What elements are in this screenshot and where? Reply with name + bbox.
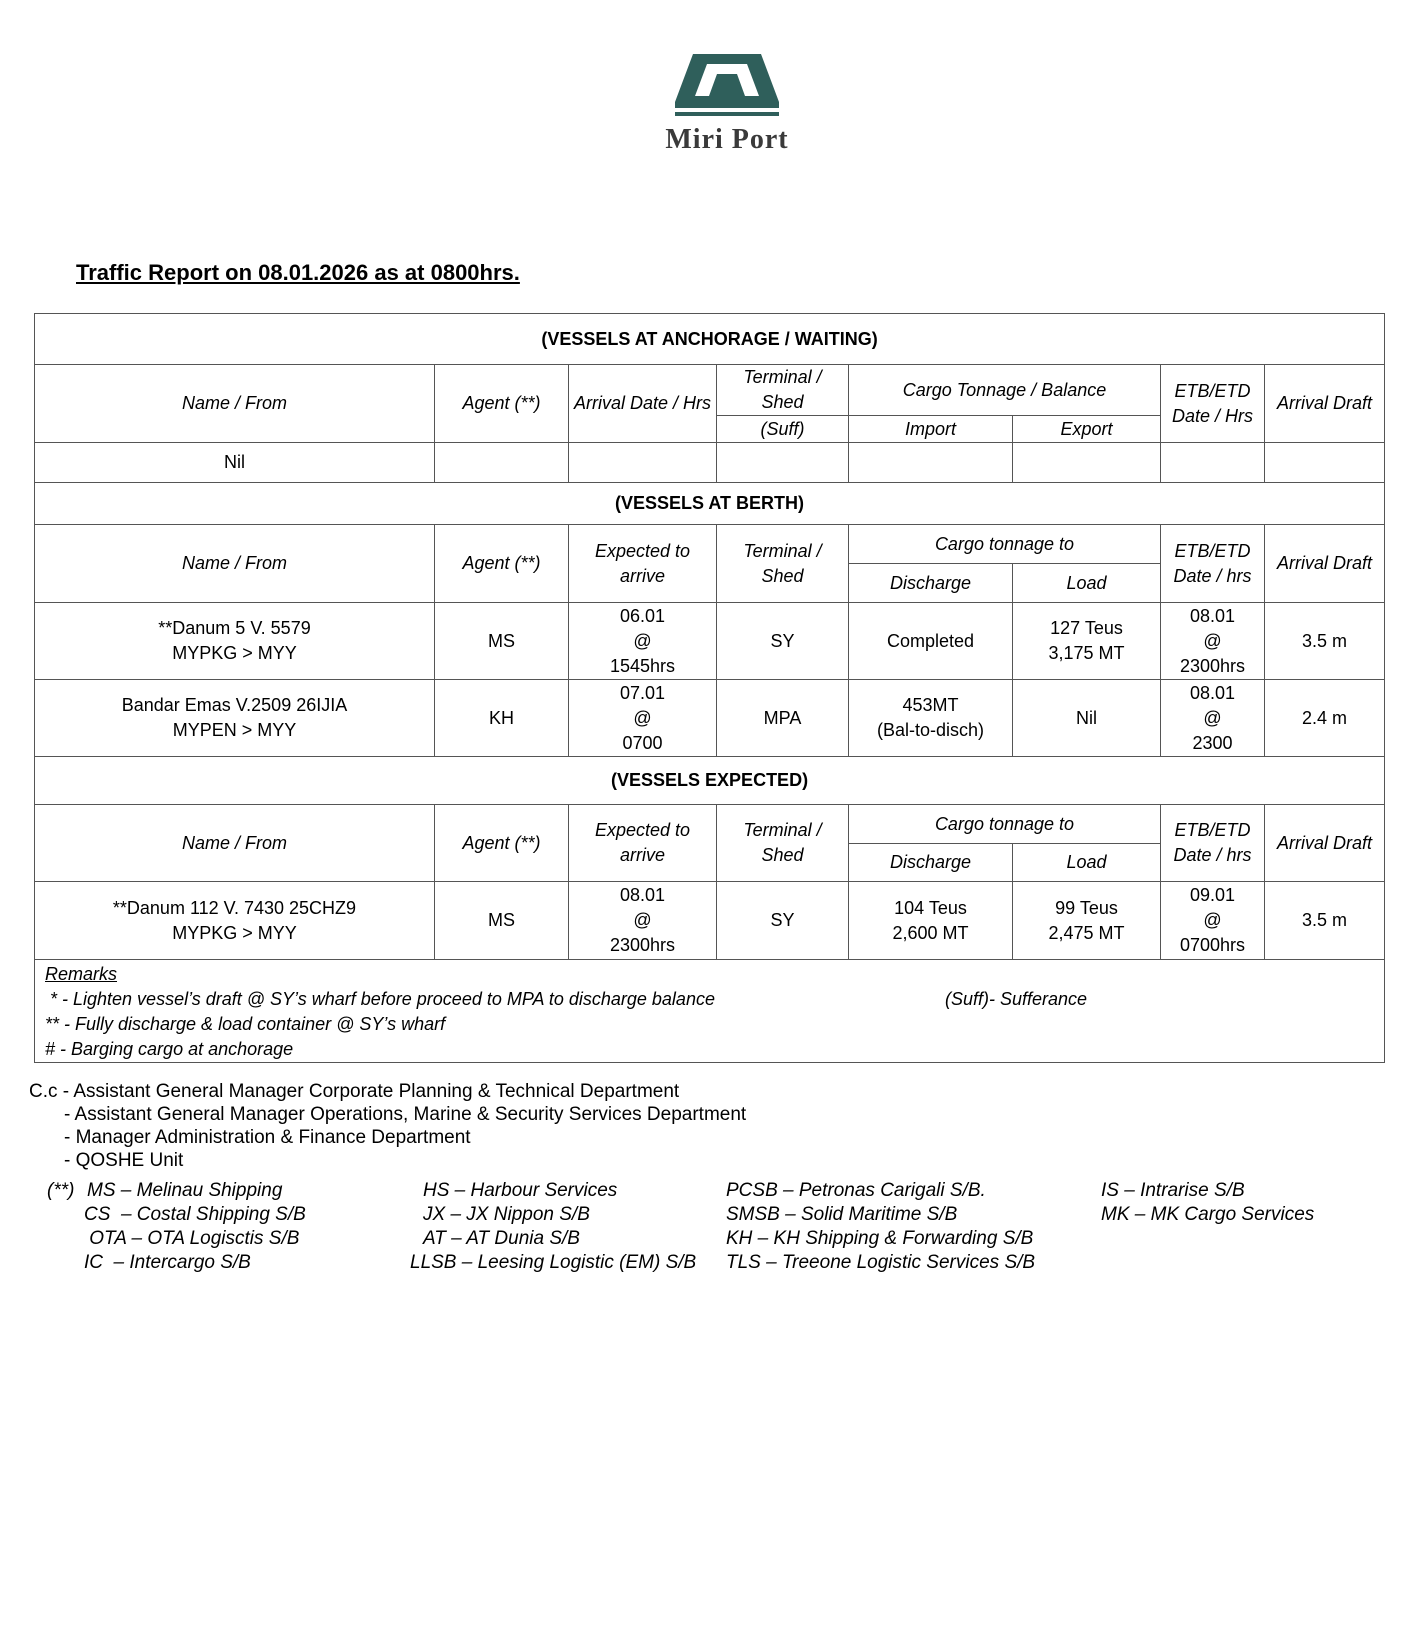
miri-port-logo-text: Miri Port [665,124,789,155]
anchorage-header-name-from: Name / From [35,365,435,443]
berth-row-2-discharge-l1: 453MT [902,695,959,715]
agent-mk: MK – MK Cargo Services [1101,1204,1315,1225]
expected-row-1-exp-l1: 08.01 [619,885,666,905]
berth-header-terminal: Terminal / Shed [717,525,849,603]
expected-row-1-name [35,882,435,960]
anchorage-header-arrival: Arrival Date / Hrs [569,365,717,443]
berth-row-2-name-line1: Bandar Emas V.2509 26IJIA [121,695,348,715]
table-row [35,443,1385,483]
berth-row-2-terminal: MPA [717,680,849,757]
expected-header-discharge: Discharge [849,844,1013,882]
berth-row-2-discharge-l2: (Bal-to-disch) [876,720,985,740]
agent-pcsb: PCSB – Petronas Carigali S/B. [726,1180,986,1201]
agent-hs: HS – Harbour Services [423,1180,618,1201]
agent-jx: JX – JX Nippon S/B [423,1204,590,1225]
berth-row-1-load-l2: 3,175 MT [1048,643,1125,663]
berth-header-discharge: Discharge [849,564,1013,603]
berth-row-2-draft: 2.4 m [1265,680,1385,757]
cc-line-1: C.c - Assistant General Manager Corporate Planning & Technical Department [29,1081,680,1102]
berth-row-1-exp-l3: 1545hrs [609,655,676,676]
berth-row-1-expected [569,603,717,680]
berth-row-2-load-l1: Nil [1076,707,1097,728]
berth-row-1-name-line2: MYPKG > MYY [172,643,297,663]
berth-row-1-etb-l1: 08.01 [1189,605,1236,626]
agents-prefix: (**) [47,1180,75,1201]
remarks-title: Remarks [45,964,118,984]
cc-line-4: - QOSHE Unit [64,1150,184,1171]
berth-row-2-exp-l3: 0700 [622,732,663,753]
agent-ms: MS – Melinau Shipping [87,1180,283,1201]
berth-row-2-etb-l1: 08.01 [1189,682,1236,703]
expected-header-etb: ETB/ETD Date / hrs [1161,805,1265,882]
cc-list [29,1080,746,1172]
berth-row-1-etb [1161,603,1265,680]
agent-ota: OTA – OTA Logisctis S/B [84,1228,300,1249]
berth-section-title: (VESSELS AT BERTH) [35,483,1385,525]
berth-row-1-etb-l2: @ [1203,630,1222,651]
anchorage-row-import [849,443,1013,483]
expected-row-1-etb-l1: 09.01 [1189,885,1236,905]
berth-row-1-terminal: SY [717,603,849,680]
cc-line-2: - Assistant General Manager Operations, Marine & Security Services Department [64,1104,747,1125]
remarks [35,960,1385,1063]
anchorage-section-title: (VESSELS AT ANCHORAGE / WAITING) [35,314,1385,365]
expected-row-1-load [1013,882,1161,960]
expected-header-load: Load [1013,844,1161,882]
berth-header-expected: Expected to arrive [569,525,717,603]
berth-row-2-name-line2: MYPEN > MYY [172,720,297,740]
berth-row-1-draft: 3.5 m [1265,603,1385,680]
expected-header-terminal: Terminal / Shed [717,805,849,882]
anchorage-header-suff: (Suff) [717,416,849,443]
berth-row-2-load [1013,680,1161,757]
expected-row-1-name-line1: **Danum 112 V. 7430 25CHZ9 [112,897,357,918]
remarks-line-3: # - Barging cargo at anchorage [45,1039,294,1059]
berth-row-2-exp-l2: @ [633,707,652,728]
agent-kh: KH – KH Shipping & Forwarding S/B [726,1228,1034,1249]
miri-port-logo-icon [671,52,783,122]
expected-row-1-expected [569,882,717,960]
berth-row-1-name [35,603,435,680]
anchorage-row-terminal [717,443,849,483]
agent-is: IS – Intrarise S/B [1101,1180,1245,1201]
agents-legend [0,1180,1425,1290]
expected-row-1-exp-l3: 2300hrs [609,935,676,955]
berth-row-2-discharge [849,680,1013,757]
expected-row-1-load-l1: 99 Teus [1055,897,1118,918]
expected-header-agent: Agent (**) [435,805,569,882]
agent-smsb: SMSB – Solid Maritime S/B [726,1204,958,1225]
expected-row-1-name-line2: MYPKG > MYY [172,922,297,943]
agent-tls: TLS – Treeone Logistic Services S/B [726,1252,1036,1273]
expected-row-1-exp-l2: @ [633,910,652,930]
cc-line-3: - Manager Administration & Finance Department [64,1127,471,1148]
expected-header-expected: Expected to arrive [569,805,717,882]
expected-header-name-from: Name / From [35,805,435,882]
expected-row-1-discharge [849,882,1013,960]
expected-row-1-load-l2: 2,475 MT [1048,922,1125,943]
table-row [35,680,1385,757]
report-title: Traffic Report on 08.01.2026 as at 0800hrs. [76,260,520,285]
berth-header-cargo: Cargo tonnage to [849,525,1161,564]
berth-row-1-agent: MS [435,603,569,680]
expected-row-1-etb-l2: @ [1203,910,1222,930]
berth-header-draft: Arrival Draft [1265,525,1385,603]
anchorage-header-export: Export [1013,416,1161,443]
expected-header-draft: Arrival Draft [1265,805,1385,882]
anchorage-header-import: Import [849,416,1013,443]
berth-row-2-name [35,680,435,757]
agent-at: AT – AT Dunia S/B [423,1228,580,1249]
expected-section-title: (VESSELS EXPECTED) [35,757,1385,805]
remarks-line-1 [45,987,1374,1012]
berth-row-2-exp-l1: 07.01 [619,682,666,703]
agent-llsb: LLSB – Leesing Logistic (EM) S/B [410,1252,697,1273]
berth-row-2-etb [1161,680,1265,757]
expected-row-1-discharge-l1: 104 Teus [894,897,967,918]
anchorage-row-arrival [569,443,717,483]
berth-header-name-from: Name / From [35,525,435,603]
berth-row-2-expected [569,680,717,757]
agent-cs: CS – Costal Shipping S/B [84,1204,306,1225]
anchorage-row-etb [1161,443,1265,483]
table-row [35,603,1385,680]
remarks-suff-note: (Suff)- Sufferance [945,989,1088,1009]
berth-row-1-etb-l3: 2300hrs [1179,655,1246,676]
berth-row-2-agent: KH [435,680,569,757]
anchorage-row-export [1013,443,1161,483]
anchorage-header-etb: ETB/ETD Date / Hrs [1161,365,1265,443]
expected-row-1-etb [1161,882,1265,960]
traffic-table [34,313,1385,1063]
berth-header-load: Load [1013,564,1161,603]
anchorage-row-name: Nil [35,443,435,483]
anchorage-header-agent: Agent (**) [435,365,569,443]
berth-row-1-load-l1: 127 Teus [1050,618,1123,638]
berth-row-1-name-line1: **Danum 5 V. 5579 [158,618,311,638]
berth-row-1-discharge [849,603,1013,680]
berth-row-1-exp-l1: 06.01 [619,605,666,626]
anchorage-header-draft: Arrival Draft [1265,365,1385,443]
berth-row-1-exp-l2: @ [633,630,652,651]
agent-ic: IC – Intercargo S/B [84,1252,251,1273]
berth-row-1-discharge-l1: Completed [886,630,975,651]
anchorage-row-agent [435,443,569,483]
anchorage-row-draft [1265,443,1385,483]
anchorage-header-cargo: Cargo Tonnage / Balance [849,365,1161,416]
berth-row-2-etb-l2: @ [1203,707,1222,728]
miri-port-logo [662,52,792,162]
remarks-line-1-text: * - Lighten vessel’s draft @ SY’s wharf before proceed to MPA to discharge balance [45,989,715,1009]
anchorage-header-terminal: Terminal / Shed [717,365,849,416]
remarks-line-2: ** - Fully discharge & load container @ SY’s wharf [45,1014,446,1034]
expected-row-1-discharge-l2: 2,600 MT [892,922,969,943]
berth-header-agent: Agent (**) [435,525,569,603]
table-row [35,882,1385,960]
expected-row-1-draft: 3.5 m [1265,882,1385,960]
berth-header-etb: ETB/ETD Date / hrs [1161,525,1265,603]
expected-row-1-etb-l3: 0700hrs [1179,935,1246,955]
expected-row-1-agent: MS [435,882,569,960]
expected-row-1-terminal: SY [717,882,849,960]
berth-row-2-etb-l3: 2300 [1192,732,1233,753]
expected-header-cargo: Cargo tonnage to [849,805,1161,844]
berth-row-1-load [1013,603,1161,680]
